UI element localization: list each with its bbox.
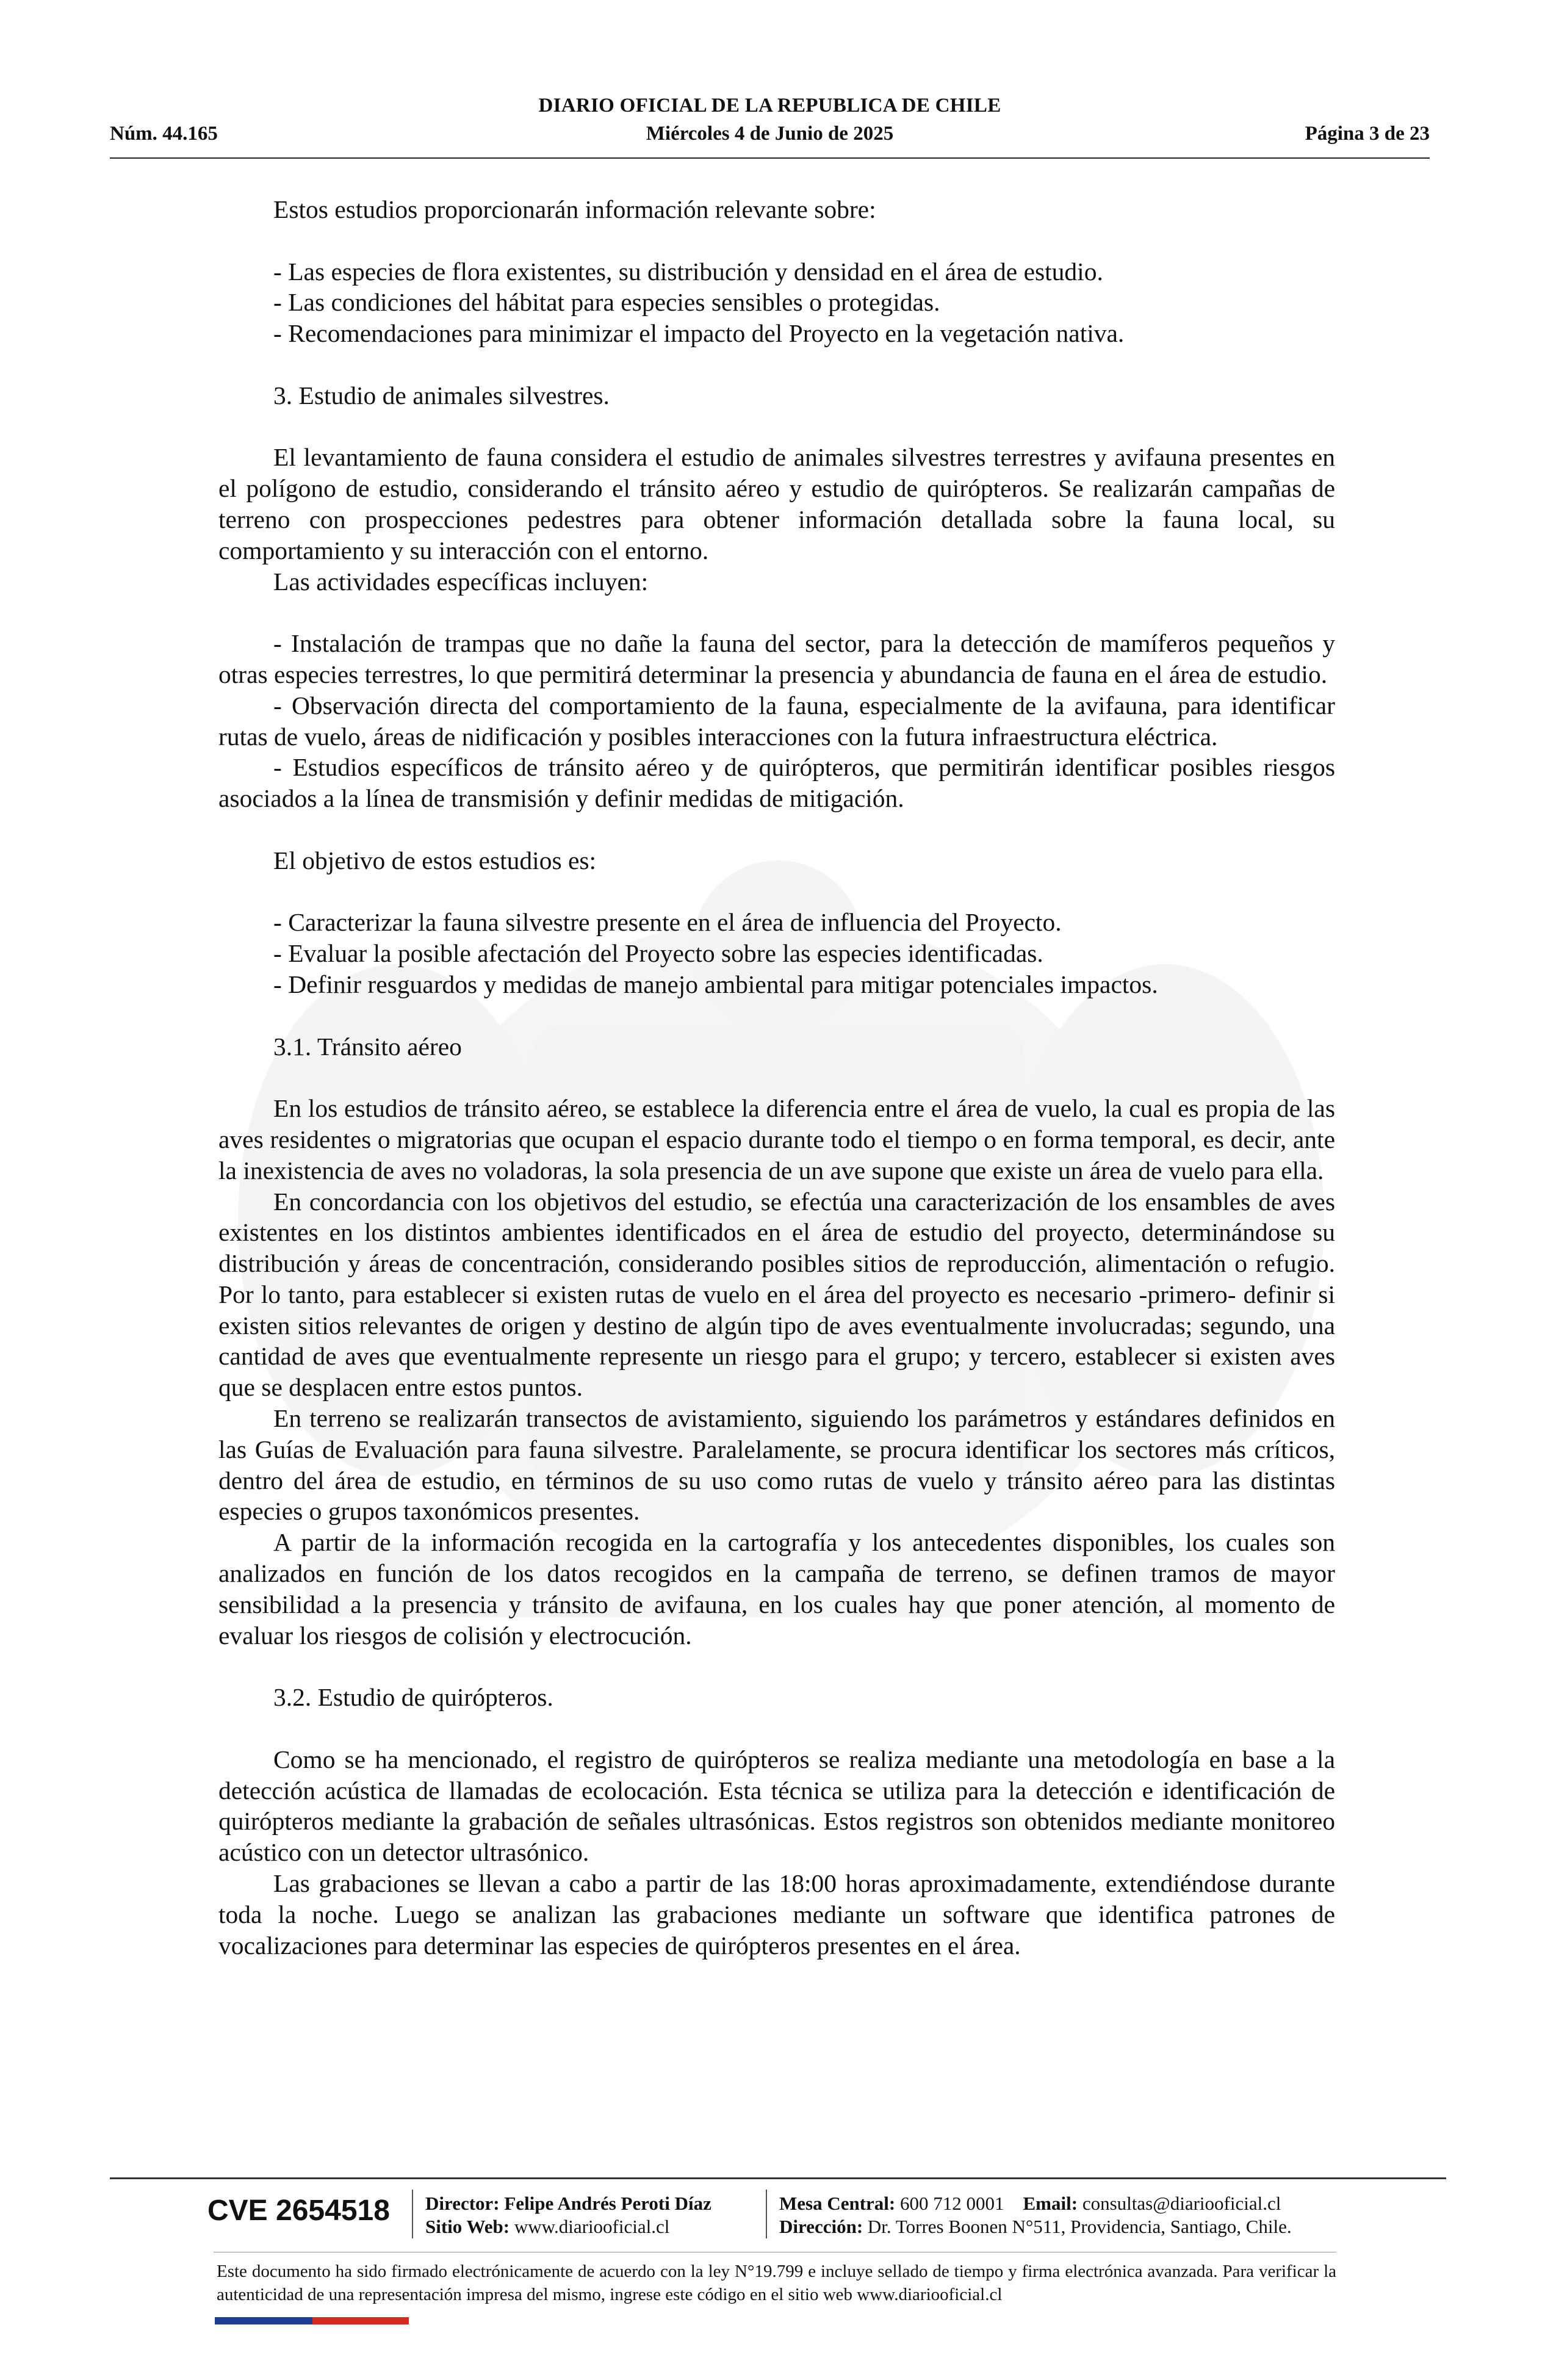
paragraph: A partir de la información recogida en la cartografía y los antecedentes disponibles, los cuales son analizados en función de los datos recogidos en la campaña de terreno, se definen tramos de mayor sensibilidad a la presencia y tránsito de avifauna, en los cuales hay que poner atención, al momento de evaluar los riesgos de colisión y electrocución. [218, 1528, 1335, 1650]
section-heading: 3.2. Estudio de quirópteros. [273, 1683, 553, 1712]
flag-blue-segment [215, 2317, 312, 2324]
paragraph: En concordancia con los objetivos del estudio, se efectúa una caracterización de los ensambles de aves existentes en los distintos ambientes identificados en el área de estudio del proyecto, determinándose su distribución y áreas de concentración, considerando posibles sitios de reproducción, alimentación o refugio. Por lo tanto, para establecer si existen rutas de vuelo en el área del proyecto es necesario -primero- definir si existen sitios relevantes de origen y destino de algún tipo de aves eventualmente involucradas; segundo, una cantidad de aves que eventualmente represente un riesgo para el grupo; y tercero, establecer si existen aves que se desplacen entre estos puntos. [218, 1187, 1335, 1402]
email-label: Email: [1023, 2193, 1078, 2214]
paragraph: El levantamiento de fauna considera el estudio de animales silvestres terrestres y avifauna presentes en el polígono de estudio, considerando el tránsito aéreo y estudio de quirópteros. Se realizarán campañas de terreno con prospecciones pedestres para obtener información detallada sobre la fauna local, su comportamiento y su interacción con el entorno. [218, 443, 1335, 564]
paragraph: En los estudios de tránsito aéreo, se establece la diferencia entre el área de vuelo, la cual es propia de las aves residentes o migratorias que ocupan el espacio durante todo el tiempo o en forma temporal, es decir, ante la inexistencia de aves no voladoras, la sola presencia de un ave supone que existe un área de vuelo para ella. [218, 1094, 1335, 1185]
footer-separator [766, 2190, 767, 2238]
header-divider [110, 157, 1430, 159]
list-item: - Instalación de trampas que no dañe la fauna del sector, para la detección de mamíferos pequeños y otras especies terrestres, lo que permitirá determinar la presencia y abundancia de fauna en el área de estudio. [218, 629, 1335, 688]
footer-divider [110, 2177, 1446, 2179]
mesa-phone: 600 712 0001 [900, 2193, 1004, 2214]
list-item: - Definir resguardos y medidas de manejo ambiental para mitigar potenciales impactos. [273, 970, 1158, 998]
section-heading: 3.1. Tránsito aéreo [273, 1032, 462, 1061]
email-link[interactable]: consultas@diariooficial.cl [1082, 2193, 1281, 2214]
list-item: - Evaluar la posible afectación del Proyecto sobre las especies identificadas. [273, 939, 1043, 968]
paragraph: En terreno se realizarán transectos de avistamiento, siguiendo los parámetros y estándares definidos en las Guías de Evaluación para fauna silvestre. Paralelamente, se procura identificar los sectores más críticos, dentro del área de estudio, en términos de su uso como rutas de vuelo y tránsito aéreo para las distintas especies o grupos taxonómicos presentes. [218, 1404, 1335, 1526]
director-name: Felipe Andrés Peroti Díaz [504, 2193, 711, 2214]
footer-director-block [425, 2192, 711, 2238]
newspaper-title: DIARIO OFICIAL DE LA REPUBLICA DE CHILE [538, 95, 1001, 117]
paragraph: Estos estudios proporcionarán información relevante sobre: [273, 195, 876, 223]
list-item: - Las especies de flora existentes, su distribución y densidad en el área de estudio. [273, 257, 1103, 286]
footer-separator [412, 2190, 413, 2238]
issue-date: Miércoles 4 de Junio de 2025 [646, 123, 894, 145]
section-heading: 3. Estudio de animales silvestres. [273, 381, 610, 409]
cve-code: CVE 2654518 [207, 2194, 390, 2227]
page-header [110, 95, 1430, 156]
paragraph: El objetivo de estos estudios es: [273, 846, 597, 874]
footer-contact-block [779, 2192, 1292, 2238]
website-link[interactable]: www.diariooficial.cl [514, 2216, 670, 2237]
paragraph: Como se ha mencionado, el registro de quirópteros se realiza mediante una metodología en base a la detección acústica de llamadas de ecolocación. Esta técnica se utiliza para la detección e identificación de quirópteros mediante la grabación de señales ultrasónicas. Estos registros son obtenidos mediante monitoreo acústico con un detector ultrasónico. [218, 1745, 1335, 1867]
paragraph: Las grabaciones se llevan a cabo a partir de las 18:00 horas aproximadamente, extendiéndose durante toda la noche. Luego se analizan las grabaciones mediante un software que identifica patrones de vocalizaciones para determinar las especies de quirópteros presentes en el área. [218, 1869, 1335, 1960]
list-item: - Las condiciones del hábitat para especies sensibles o protegidas. [273, 288, 940, 317]
address-value: Dr. Torres Boonen N°511, Providencia, Santiago, Chile. [867, 2216, 1292, 2237]
list-item: - Caracterizar la fauna silvestre presente en el área de influencia del Proyecto. [273, 908, 1062, 937]
document-body [218, 194, 1335, 1961]
address-label: Dirección: [779, 2216, 863, 2237]
flag-red-segment [312, 2317, 409, 2324]
mesa-label: Mesa Central: [779, 2193, 896, 2214]
list-item: - Recomendaciones para minimizar el impacto del Proyecto en la vegetación nativa. [273, 319, 1125, 348]
page-indicator: Página 3 de 23 [1305, 123, 1430, 145]
paragraph: Las actividades específicas incluyen: [273, 567, 649, 596]
chile-flag-stripe [215, 2317, 409, 2324]
issue-number: Núm. 44.165 [110, 123, 218, 145]
list-item: - Estudios específicos de tránsito aéreo y de quirópteros, que permitirán identificar posibles riesgos asociados a la línea de transmisión y definir medidas de mitigación. [218, 753, 1335, 813]
website-label: Sitio Web: [425, 2216, 510, 2237]
director-label: Director: [425, 2193, 500, 2214]
legal-notice: Este documento ha sido firmado electrónicamente de acuerdo con la ley N°19.799 e incluye sellado de tiempo y firma electrónica avanzada. Para verificar la autenticidad de una representación impresa del mismo, ingrese este código en el sitio web www.diariooficial.cl [217, 2262, 1336, 2304]
list-item: - Observación directa del comportamiento de la fauna, especialmente de la avifauna, para identificar rutas de vuelo, áreas de nidificación y posibles interacciones con la futura infraestructura eléctrica. [218, 691, 1335, 751]
